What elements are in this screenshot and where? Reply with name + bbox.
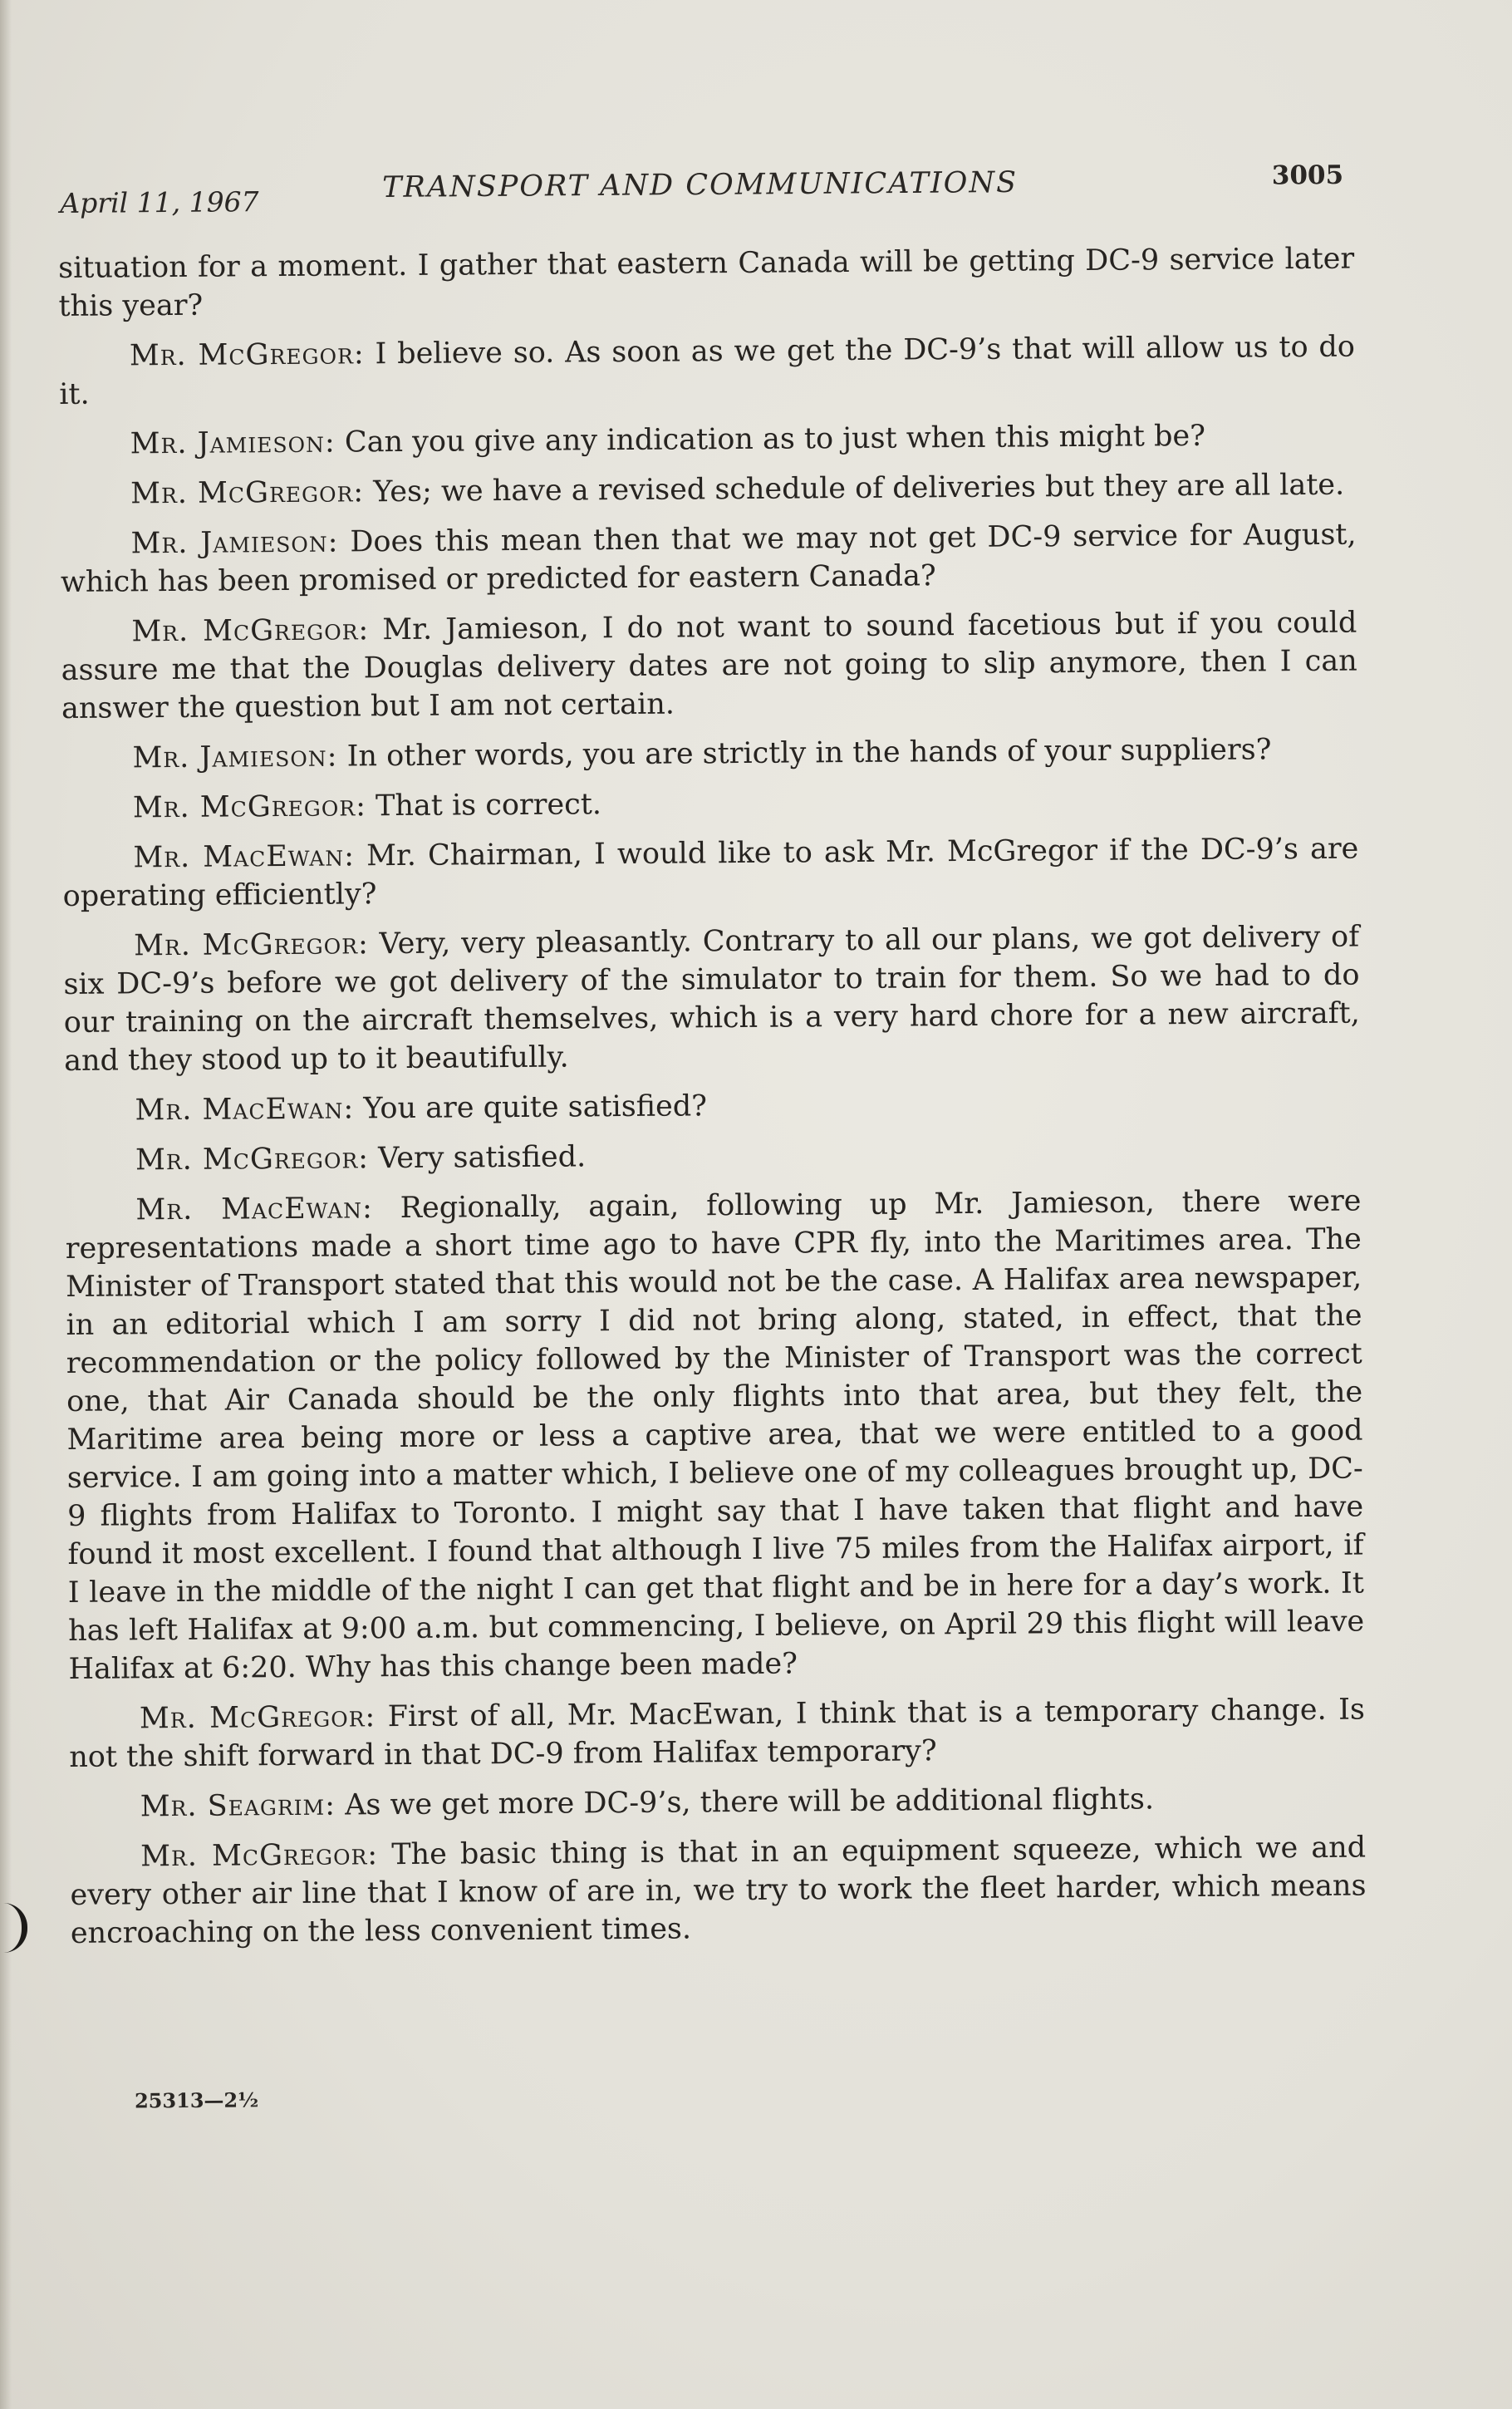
binding-mark bbox=[3, 1903, 27, 1953]
speaker-name: Mr. Jamieson: bbox=[130, 425, 336, 461]
speaker-name: Mr. MacEwan: bbox=[133, 839, 356, 875]
transcript-paragraph bbox=[61, 604, 1357, 728]
transcript-paragraph bbox=[60, 516, 1357, 602]
transcript-paragraph bbox=[70, 1829, 1367, 1953]
page-number: 3005 bbox=[1271, 160, 1344, 191]
transcript-paragraph bbox=[60, 466, 1356, 514]
paragraph-text: Can you give any indication as to just when this might be? bbox=[344, 419, 1206, 460]
transcript-paragraph bbox=[61, 730, 1357, 778]
speaker-name: Mr. McGregor: bbox=[132, 789, 367, 825]
transcript-paragraph bbox=[65, 1133, 1361, 1180]
paragraph-text: In other words, you are strictly in the hands of your suppliers? bbox=[346, 733, 1272, 774]
speaker-name: Mr. McGregor: bbox=[130, 475, 365, 511]
paragraph-text: situation for a moment. I gather that eastern Canada will be getting DC-9 service later this year? bbox=[58, 242, 1355, 323]
speaker-name: Mr. Jamieson: bbox=[132, 740, 338, 775]
transcript-paragraph bbox=[63, 918, 1360, 1080]
speaker-name: Mr. MacEwan: bbox=[135, 1192, 374, 1227]
paragraph-text: Very, very pleasantly. Contrary to all our plans, we got delivery of six DC-9’s before we got delivery of the simulator to train for them. So we had to do our training on the aircraft themselves, which is a very hard chore for a new aircraft, and they stood up to it beautifully. bbox=[63, 920, 1360, 1078]
transcript-paragraph bbox=[59, 328, 1356, 414]
transcript-paragraph bbox=[62, 830, 1359, 916]
paragraph-text: Regionally, again, following up Mr. Jamieson, there were representations made a short time ago to have CPR fly, into the Maritimes area. The Minister of Transport stated that this would not be the case. A Halifax area newspaper, in an editorial which I am sorry I did not bring along, stated, in effect, that the recommendation or the policy followed by the Minister of Transport was the correct one, that Air Canada should be the only flights into that area, but they felt, the Maritime area being more or less a captive area, that we were entitled to a good service. I am going into a matter which, I believe one of my colleagues brought up, DC-9 flights from Halifax to Toronto. I might say that I have taken that flight and have found it most excellent. I found that although I live 75 miles from the Halifax airport, if I leave in the middle of the night I can get that flight and be in here for a day’s work. It has left Halifax at 9:00 a.m. but commencing, I believe, on April 29 this flight will leave Halifax at 6:20. Why has this change been made? bbox=[65, 1184, 1365, 1686]
paragraph-text: First of all, Mr. MacEwan, I think that is a temporary change. Is not the shift forward in that DC-9 from Halifax temporary? bbox=[69, 1693, 1366, 1774]
paragraph-text: As we get more DC-9’s, there will be additional flights. bbox=[344, 1782, 1155, 1822]
transcript-paragraph bbox=[64, 1083, 1360, 1130]
transcript-paragraph bbox=[58, 240, 1355, 326]
speaker-name: Mr. MacEwan: bbox=[135, 1092, 355, 1128]
paragraph-text: That is correct. bbox=[375, 788, 602, 823]
paragraph-text: You are quite satisfied? bbox=[363, 1089, 708, 1126]
transcript-paragraph bbox=[62, 780, 1358, 828]
paragraph-text: Does this mean then that we may not get DC-9 service for August, which has been promised or predicted for eastern Canada? bbox=[60, 518, 1357, 599]
transcript-paragraph bbox=[69, 1691, 1366, 1777]
footnote-signature-mark: 25313—2½ bbox=[134, 2087, 259, 2113]
speaker-name: Mr. McGregor: bbox=[139, 1700, 376, 1736]
paragraph-text: Very satisfied. bbox=[378, 1140, 587, 1176]
transcript-paragraph bbox=[60, 416, 1356, 464]
transcript-paragraph bbox=[65, 1182, 1364, 1689]
paragraph-text: Yes; we have a revised schedule of deliveries but they are all late. bbox=[373, 468, 1345, 509]
speaker-name: Mr. Jamieson: bbox=[130, 525, 339, 561]
header-title: TRANSPORT AND COMMUNICATIONS bbox=[382, 165, 1019, 204]
speaker-name: Mr. McGregor: bbox=[131, 613, 370, 649]
paragraph-text: I believe so. As soon as we get the DC-9’s that will allow us to do it. bbox=[59, 330, 1356, 411]
page-edge-shadow bbox=[0, 0, 12, 2409]
speaker-name: Mr. Seagrim: bbox=[140, 1788, 336, 1824]
speaker-name: Mr. McGregor: bbox=[129, 337, 365, 373]
header-date: April 11, 1967 bbox=[60, 185, 259, 219]
paragraph-text: Mr. Chairman, I would like to ask Mr. McGregor if the DC-9’s are operating efficiently? bbox=[62, 832, 1359, 913]
paragraph-text: The basic thing is that in an equipment squeeze, which we and every other air line that I know of are in, we try to work the fleet harder, which means encroaching on the less convenient times. bbox=[70, 1831, 1367, 1950]
speaker-name: Mr. McGregor: bbox=[140, 1838, 379, 1874]
speaker-name: Mr. McGregor: bbox=[135, 1142, 370, 1177]
paragraph-text: Mr. Jamieson, I do not want to sound facetious but if you could assure me that the Douglas delivery dates are not going to slip anymore, then I can answer the question but I am not certain. bbox=[61, 606, 1357, 725]
transcript-body bbox=[58, 240, 1367, 1964]
speaker-name: Mr. McGregor: bbox=[134, 927, 369, 963]
transcript-paragraph bbox=[70, 1779, 1366, 1826]
running-header bbox=[60, 160, 1343, 220]
